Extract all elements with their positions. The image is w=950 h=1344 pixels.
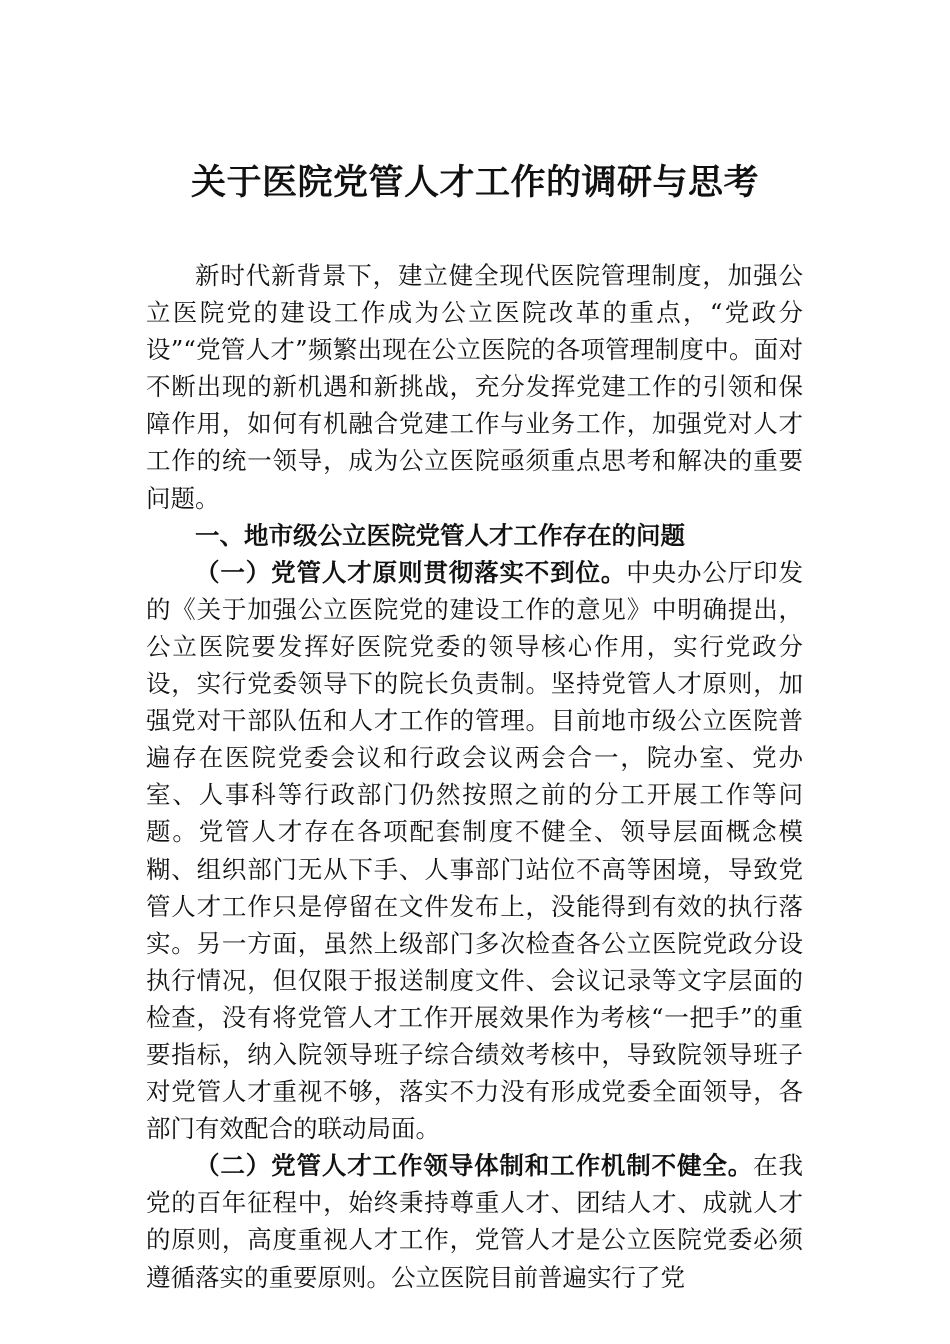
paragraph-lead: （二）党管人才工作领导体制和工作机制不健全。 <box>195 1151 754 1181</box>
document-title: 关于医院党管人才工作的调研与思考 <box>190 162 759 203</box>
intro-paragraph: 新时代新背景下，建立健全现代医院管理制度，加强公立医院党的建设工作成为公立医院改革的重点，“党政分设”“党管人才”频繁出现在公立医院的各项管理制度中。面对不断出现的新机遇和新挑战，充分发挥党建工作的引领和保障作用，如何有机融合党建工作与业务工作，加强党对人才工作的统一领导，成为公立医院亟须重点思考和解决的重要问题。 <box>146 261 803 513</box>
paragraph-lead: （一）党管人才原则贯彻落实不到位。 <box>195 557 627 587</box>
paragraph-body: 中央办公厅印发的《关于加强公立医院党的建设工作的意见》中明确提出，公立医院要发挥好医院党委的领导核心作用，实行党政分设，实行党委领导下的院长负责制。坚持党管人才原则，加强党对干部队伍和人才工作的管理。目前地市级公立医院普遍存在医院党委会议和行政会议两会合一，院办室、党办室、人事科等行政部门仍然按照之前的分工开展工作等问题。党管人才存在各项配套制度不健全、领导层面概念模糊、组织部门无从下手、人事部门站位不高等困境，导致党管人才工作只是停留在文件发布上，没能得到有效的执行落实。另一方面，虽然上级部门多次检查各公立医院党政分设执行情况，但仅限于报送制度文件、会议记录等文字层面的检查，没有将党管人才工作开展效果作为考核“一把手”的重要指标，纳入院领导班子综合绩效考核中，导致院领导班子对党管人才重视不够，落实不力没有形成党委全面领导，各部门有效配合的联动局面。 <box>146 557 803 1144</box>
section-paragraph-1 <box>146 554 803 1148</box>
section-heading: 一、地市级公立医院党管人才工作存在的问题 <box>195 520 685 550</box>
section-paragraph-2 <box>146 1147 803 1295</box>
document-body <box>146 257 803 1296</box>
paragraph-body: 在我党的百年征程中，始终秉持尊重人才、团结人才、成就人才的原则，高度重视人才工作，党管人才是公立医院党委必须遵循落实的重要原则。公立医院目前普遍实行了党 <box>146 1151 804 1292</box>
